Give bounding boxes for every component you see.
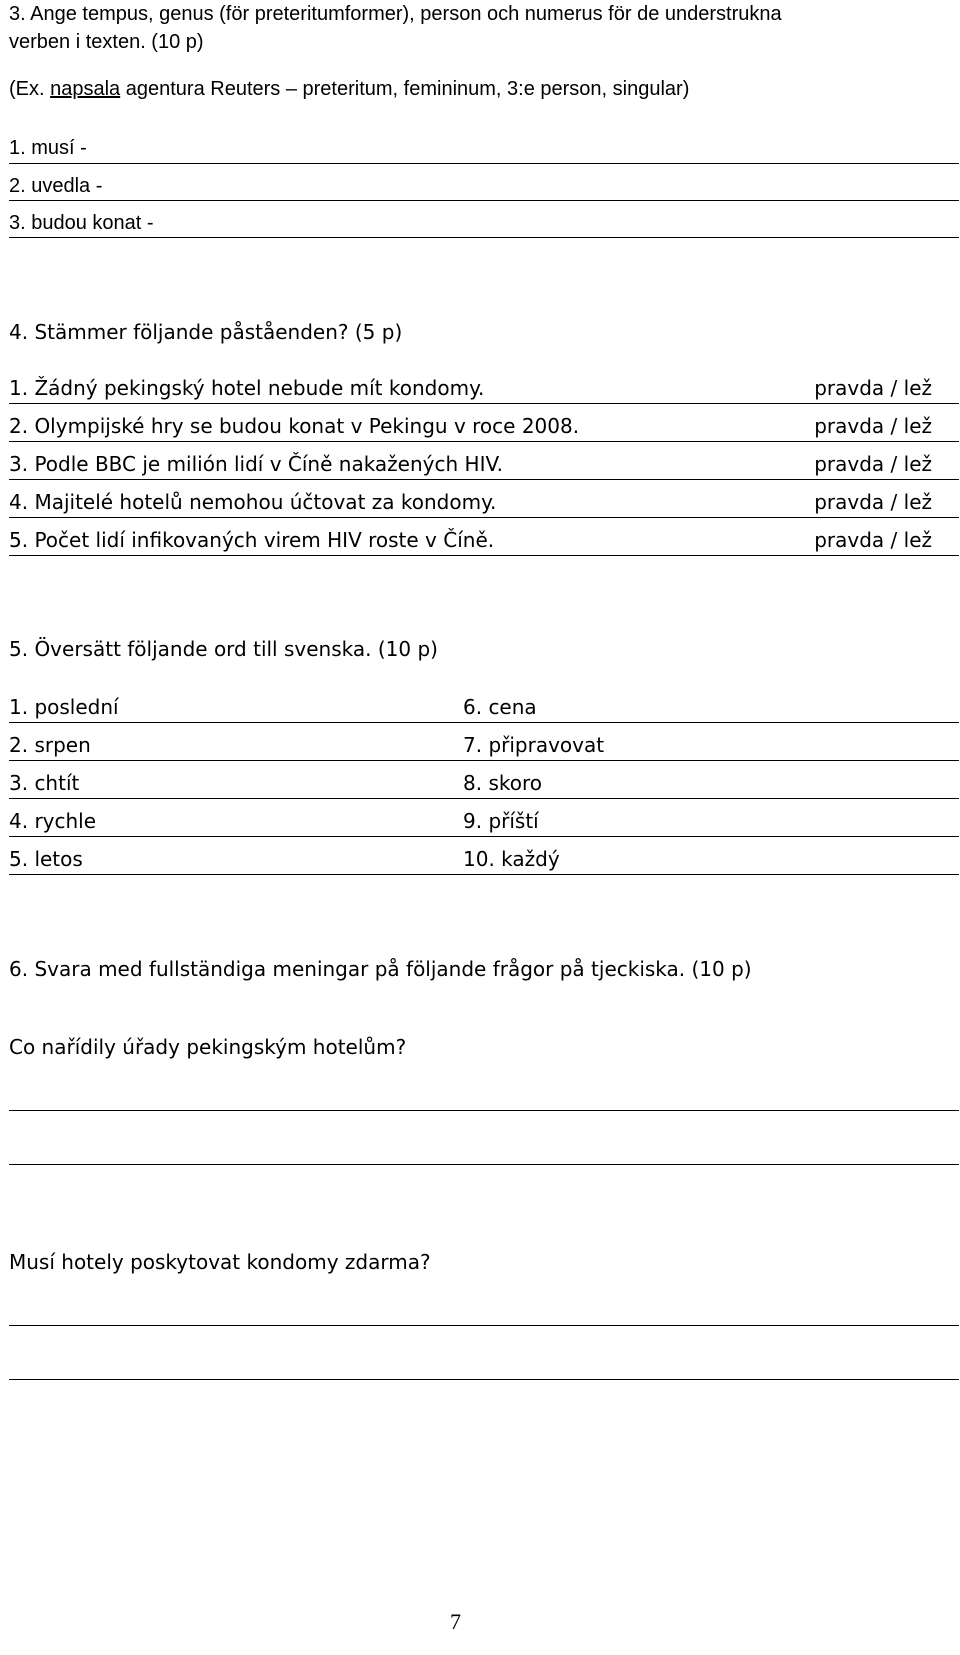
- word-8: 8. skoro: [463, 771, 542, 795]
- example-verb: napsala: [50, 78, 121, 100]
- statement-2: 2. Olympijské hry se budou konat v Pekingu v roce 2008.: [9, 414, 580, 438]
- section4-title: 4. Stämmer följande påståenden? (5 p): [9, 320, 403, 344]
- row-divider: [9, 479, 959, 480]
- answer-line: [9, 1325, 959, 1326]
- word-10: 10. každý: [463, 847, 560, 871]
- word-2: 2. srpen: [9, 733, 91, 757]
- statement-1-answer[interactable]: pravda / lež: [814, 376, 932, 400]
- answer-line: [9, 1164, 959, 1165]
- statement-1: 1. Žádný pekingský hotel nebude mít kondomy.: [9, 376, 485, 400]
- statement-4: 4. Majitelé hotelů nemohou účtovat za kondomy.: [9, 490, 497, 514]
- answer-line: [9, 237, 959, 238]
- statement-2-answer[interactable]: pravda / lež: [814, 414, 932, 438]
- word-9: 9. příští: [463, 809, 539, 833]
- section6-title: 6. Svara med fullständiga meningar på följande frågor på tjeckiska. (10 p): [9, 957, 752, 981]
- row-divider: [9, 441, 959, 442]
- word-3: 3. chtít: [9, 771, 80, 795]
- row-divider: [9, 517, 959, 518]
- word-4: 4. rychle: [9, 809, 97, 833]
- example-rest: agentura Reuters – preteritum, femininum, 3:e person, singular): [120, 78, 690, 100]
- page-number: 7: [450, 1609, 461, 1634]
- section3-item-2: 2. uvedla -: [9, 175, 103, 197]
- answer-line: [9, 722, 959, 723]
- answer-line: [9, 163, 959, 164]
- answer-line: [9, 1379, 959, 1380]
- question-2: Musí hotely poskytovat kondomy zdarma?: [9, 1250, 431, 1274]
- example-prefix: (Ex.: [9, 78, 51, 100]
- statement-4-answer[interactable]: pravda / lež: [814, 490, 932, 514]
- statement-5: 5. Počet lidí infikovaných virem HIV roste v Číně.: [9, 528, 495, 552]
- word-6: 6. cena: [463, 695, 537, 719]
- section3-title-line2: verben i texten. (10 p): [9, 31, 204, 53]
- answer-line: [9, 760, 959, 761]
- statement-3-answer[interactable]: pravda / lež: [814, 452, 932, 476]
- section3-title-line1: 3. Ange tempus, genus (för preteritumformer), person och numerus för de understrukna: [9, 3, 782, 25]
- answer-line: [9, 200, 959, 201]
- section5-title: 5. Översätt följande ord till svenska. (10 p): [9, 637, 438, 661]
- section3-item-3: 3. budou konat -: [9, 212, 154, 234]
- word-7: 7. připravovat: [463, 733, 605, 757]
- row-divider: [9, 555, 959, 556]
- question-1: Co nařídily úřady pekingským hotelům?: [9, 1035, 407, 1059]
- answer-line: [9, 836, 959, 837]
- statement-5-answer[interactable]: pravda / lež: [814, 528, 932, 552]
- word-5: 5. letos: [9, 847, 83, 871]
- section3-item-1: 1. musí -: [9, 137, 87, 159]
- word-1: 1. poslední: [9, 695, 119, 719]
- answer-line: [9, 1110, 959, 1111]
- statement-3: 3. Podle BBC je milión lidí v Číně nakažených HIV.: [9, 452, 503, 476]
- section3-example: [9, 77, 689, 101]
- answer-line: [9, 874, 959, 875]
- row-divider: [9, 403, 959, 404]
- answer-line: [9, 798, 959, 799]
